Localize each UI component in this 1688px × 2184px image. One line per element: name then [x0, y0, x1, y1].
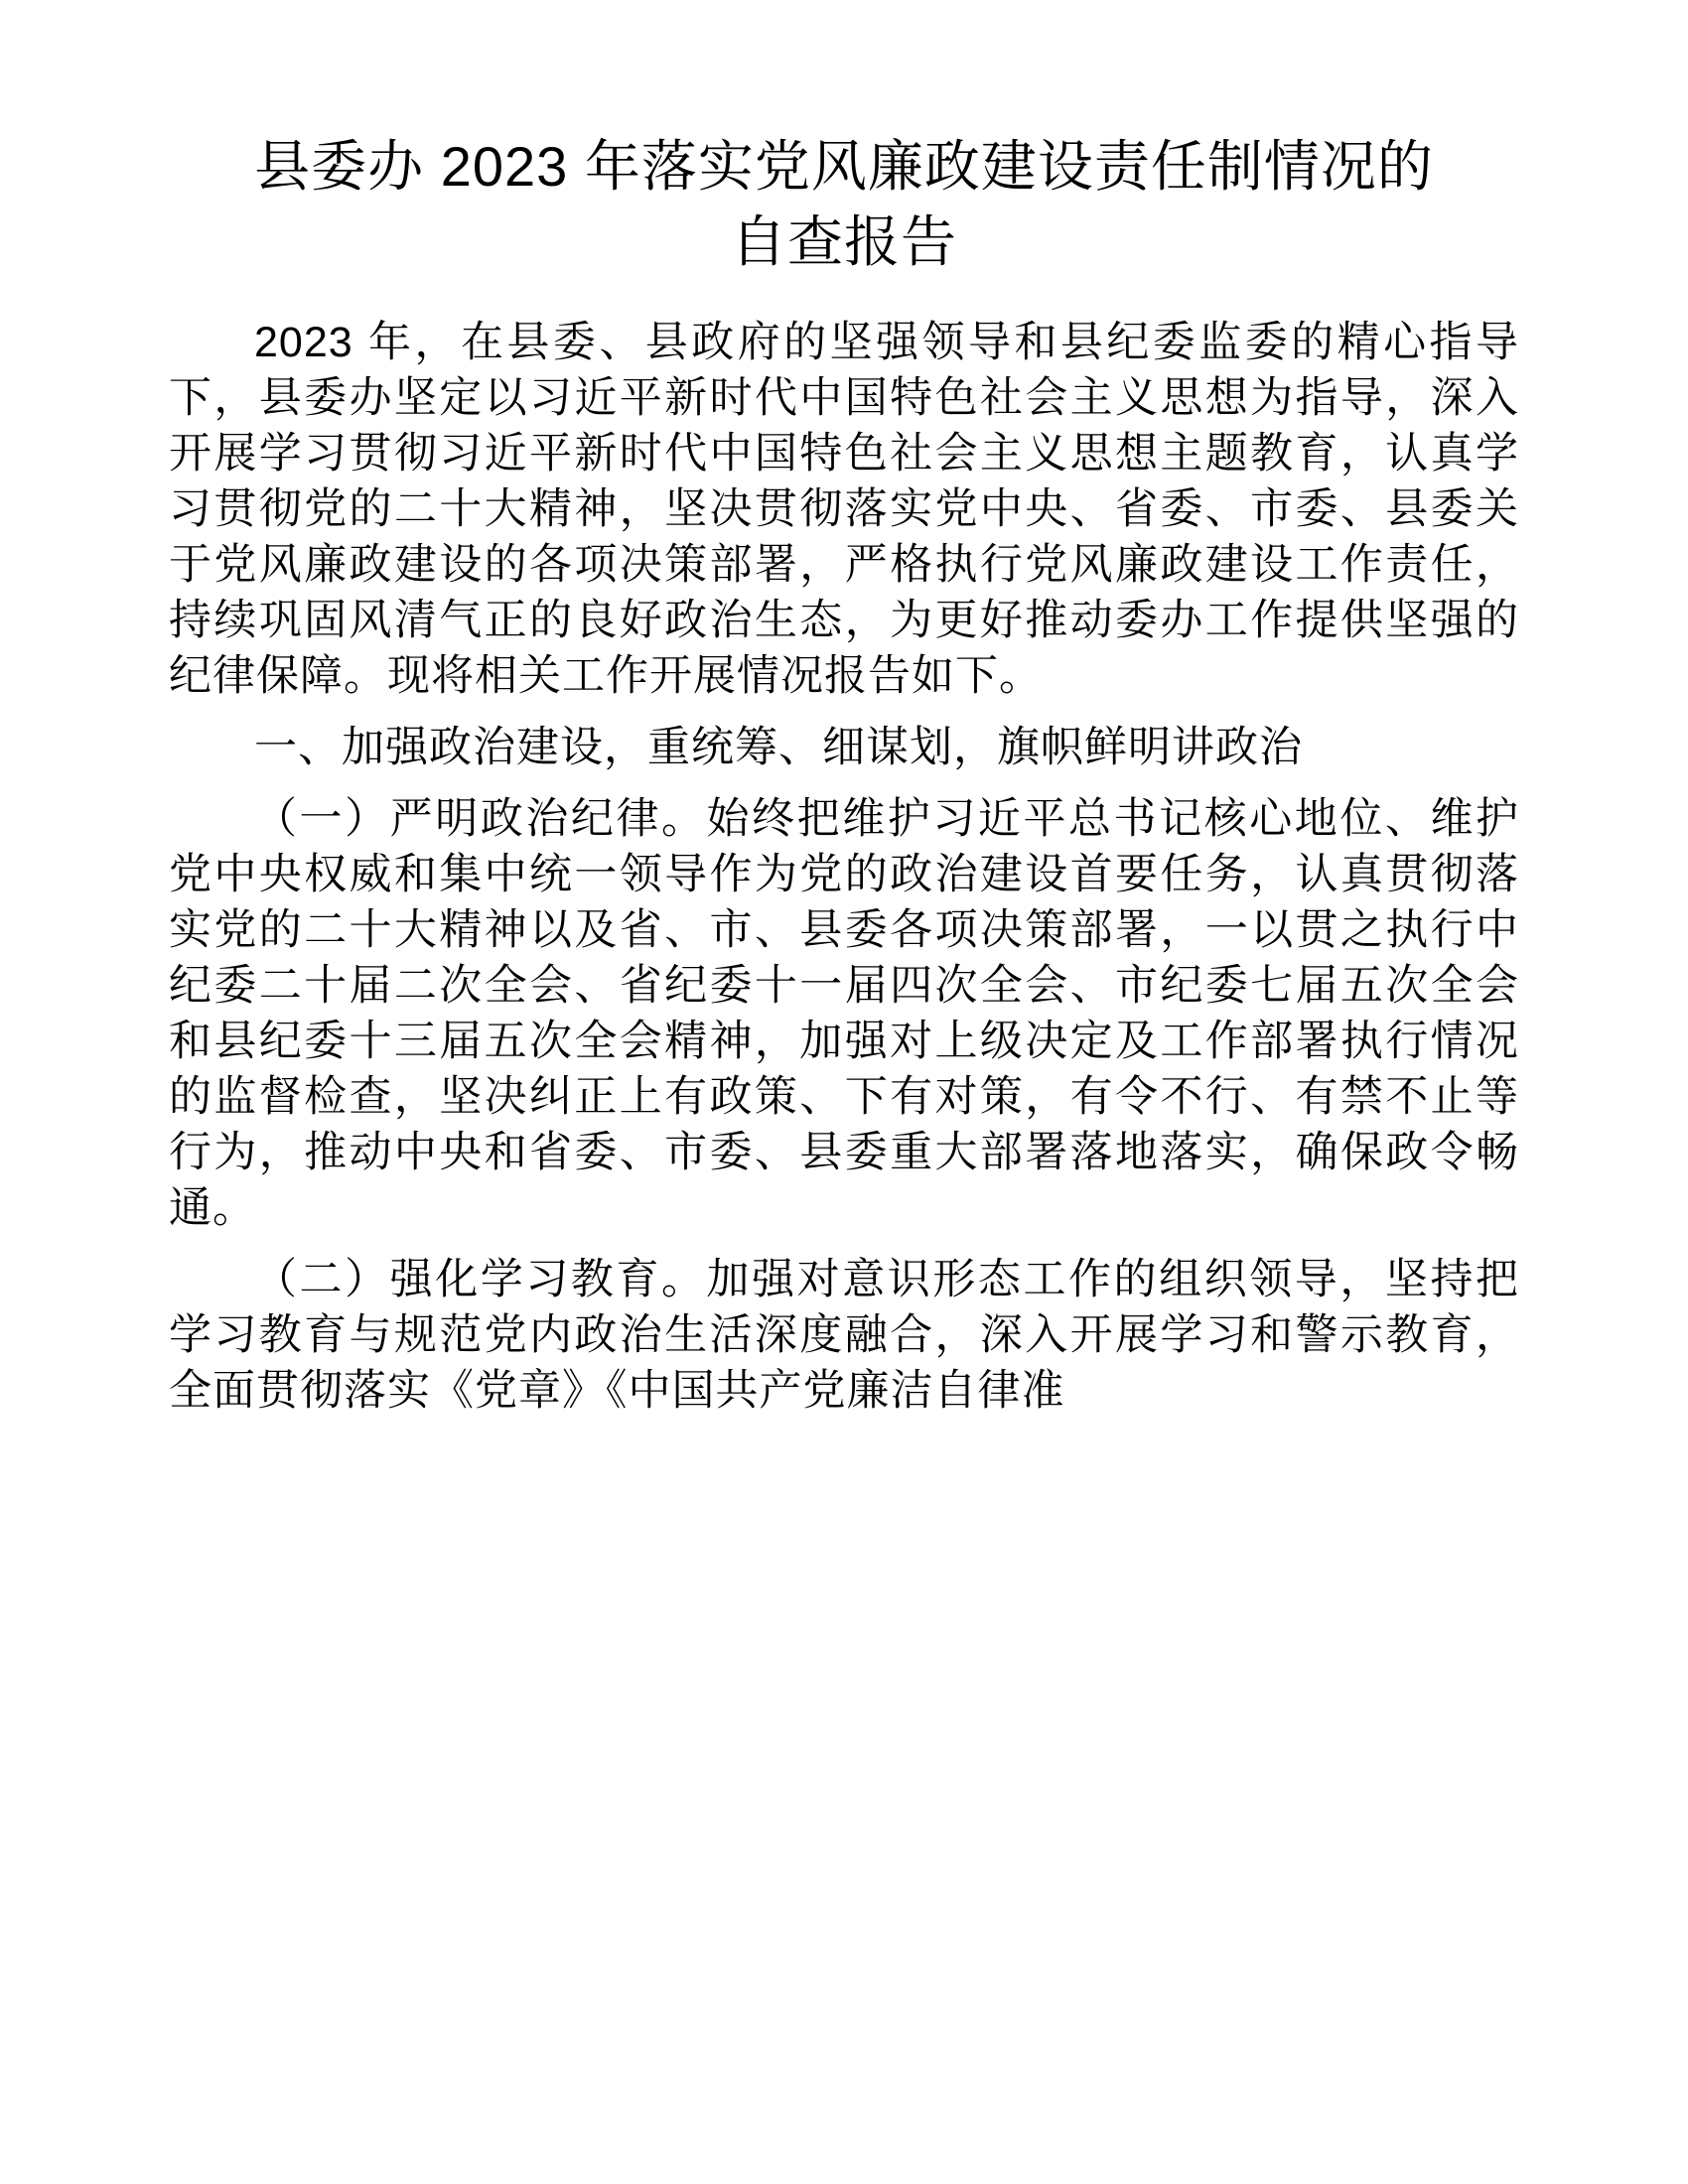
paragraph-section-1-1: （一）严明政治纪律。始终把维护习近平总书记核心地位、维护党中央权威和集中统一领导作为党的政治建设首要任务，认真贯彻落实党的二十大精神以及省、市、县委各项决策部署，一以贯之执行中纪委二十届二次全会、省纪委十一届四次全会、市纪委七届五次全会和县纪委十三届五次全会精神，加强对上级决定及工作部署执行情况的监督检查，坚决纠正上有政策、下有对策，有令不行、有禁不止等行为，推动中央和省委、市委、县委重大部署落地落实，确保政令畅通。	[169, 795, 1519, 1233]
section-heading-1: 一、加强政治建设，重统筹、细谋划，旗帜鲜明讲政治	[254, 724, 1303, 772]
paragraph-section-1-2: （二）强化学习教育。加强对意识形态工作的组织领导，坚持把学习教育与规范党内政治生活深度融合，深入开展学习和警示教育，全面贯彻落实《党章》《中国共产党廉洁自律准	[169, 1256, 1519, 1416]
document-body	[169, 315, 1519, 1419]
document-title: 县委办 2023 年落实党风廉政建设责任制情况的自查报告	[254, 135, 1434, 273]
paragraph-intro: 2023 年，在县委、县政府的坚强领导和县纪委监委的精心指导下，县委办坚定以习近平新时代中国特色社会主义思想为指导，深入开展学习贯彻习近平新时代中国特色社会主义思想主题教育，认真学习贯彻党的二十大精神，坚决贯彻落实党中央、省委、市委、县委关于党风廉政建设的各项决策部署，严格执行党风廉政建设工作责任，持续巩固风清气正的良好政治生态，为更好推动委办工作提供坚强的纪律保障。现将相关工作开展情况报告如下。	[169, 319, 1519, 701]
